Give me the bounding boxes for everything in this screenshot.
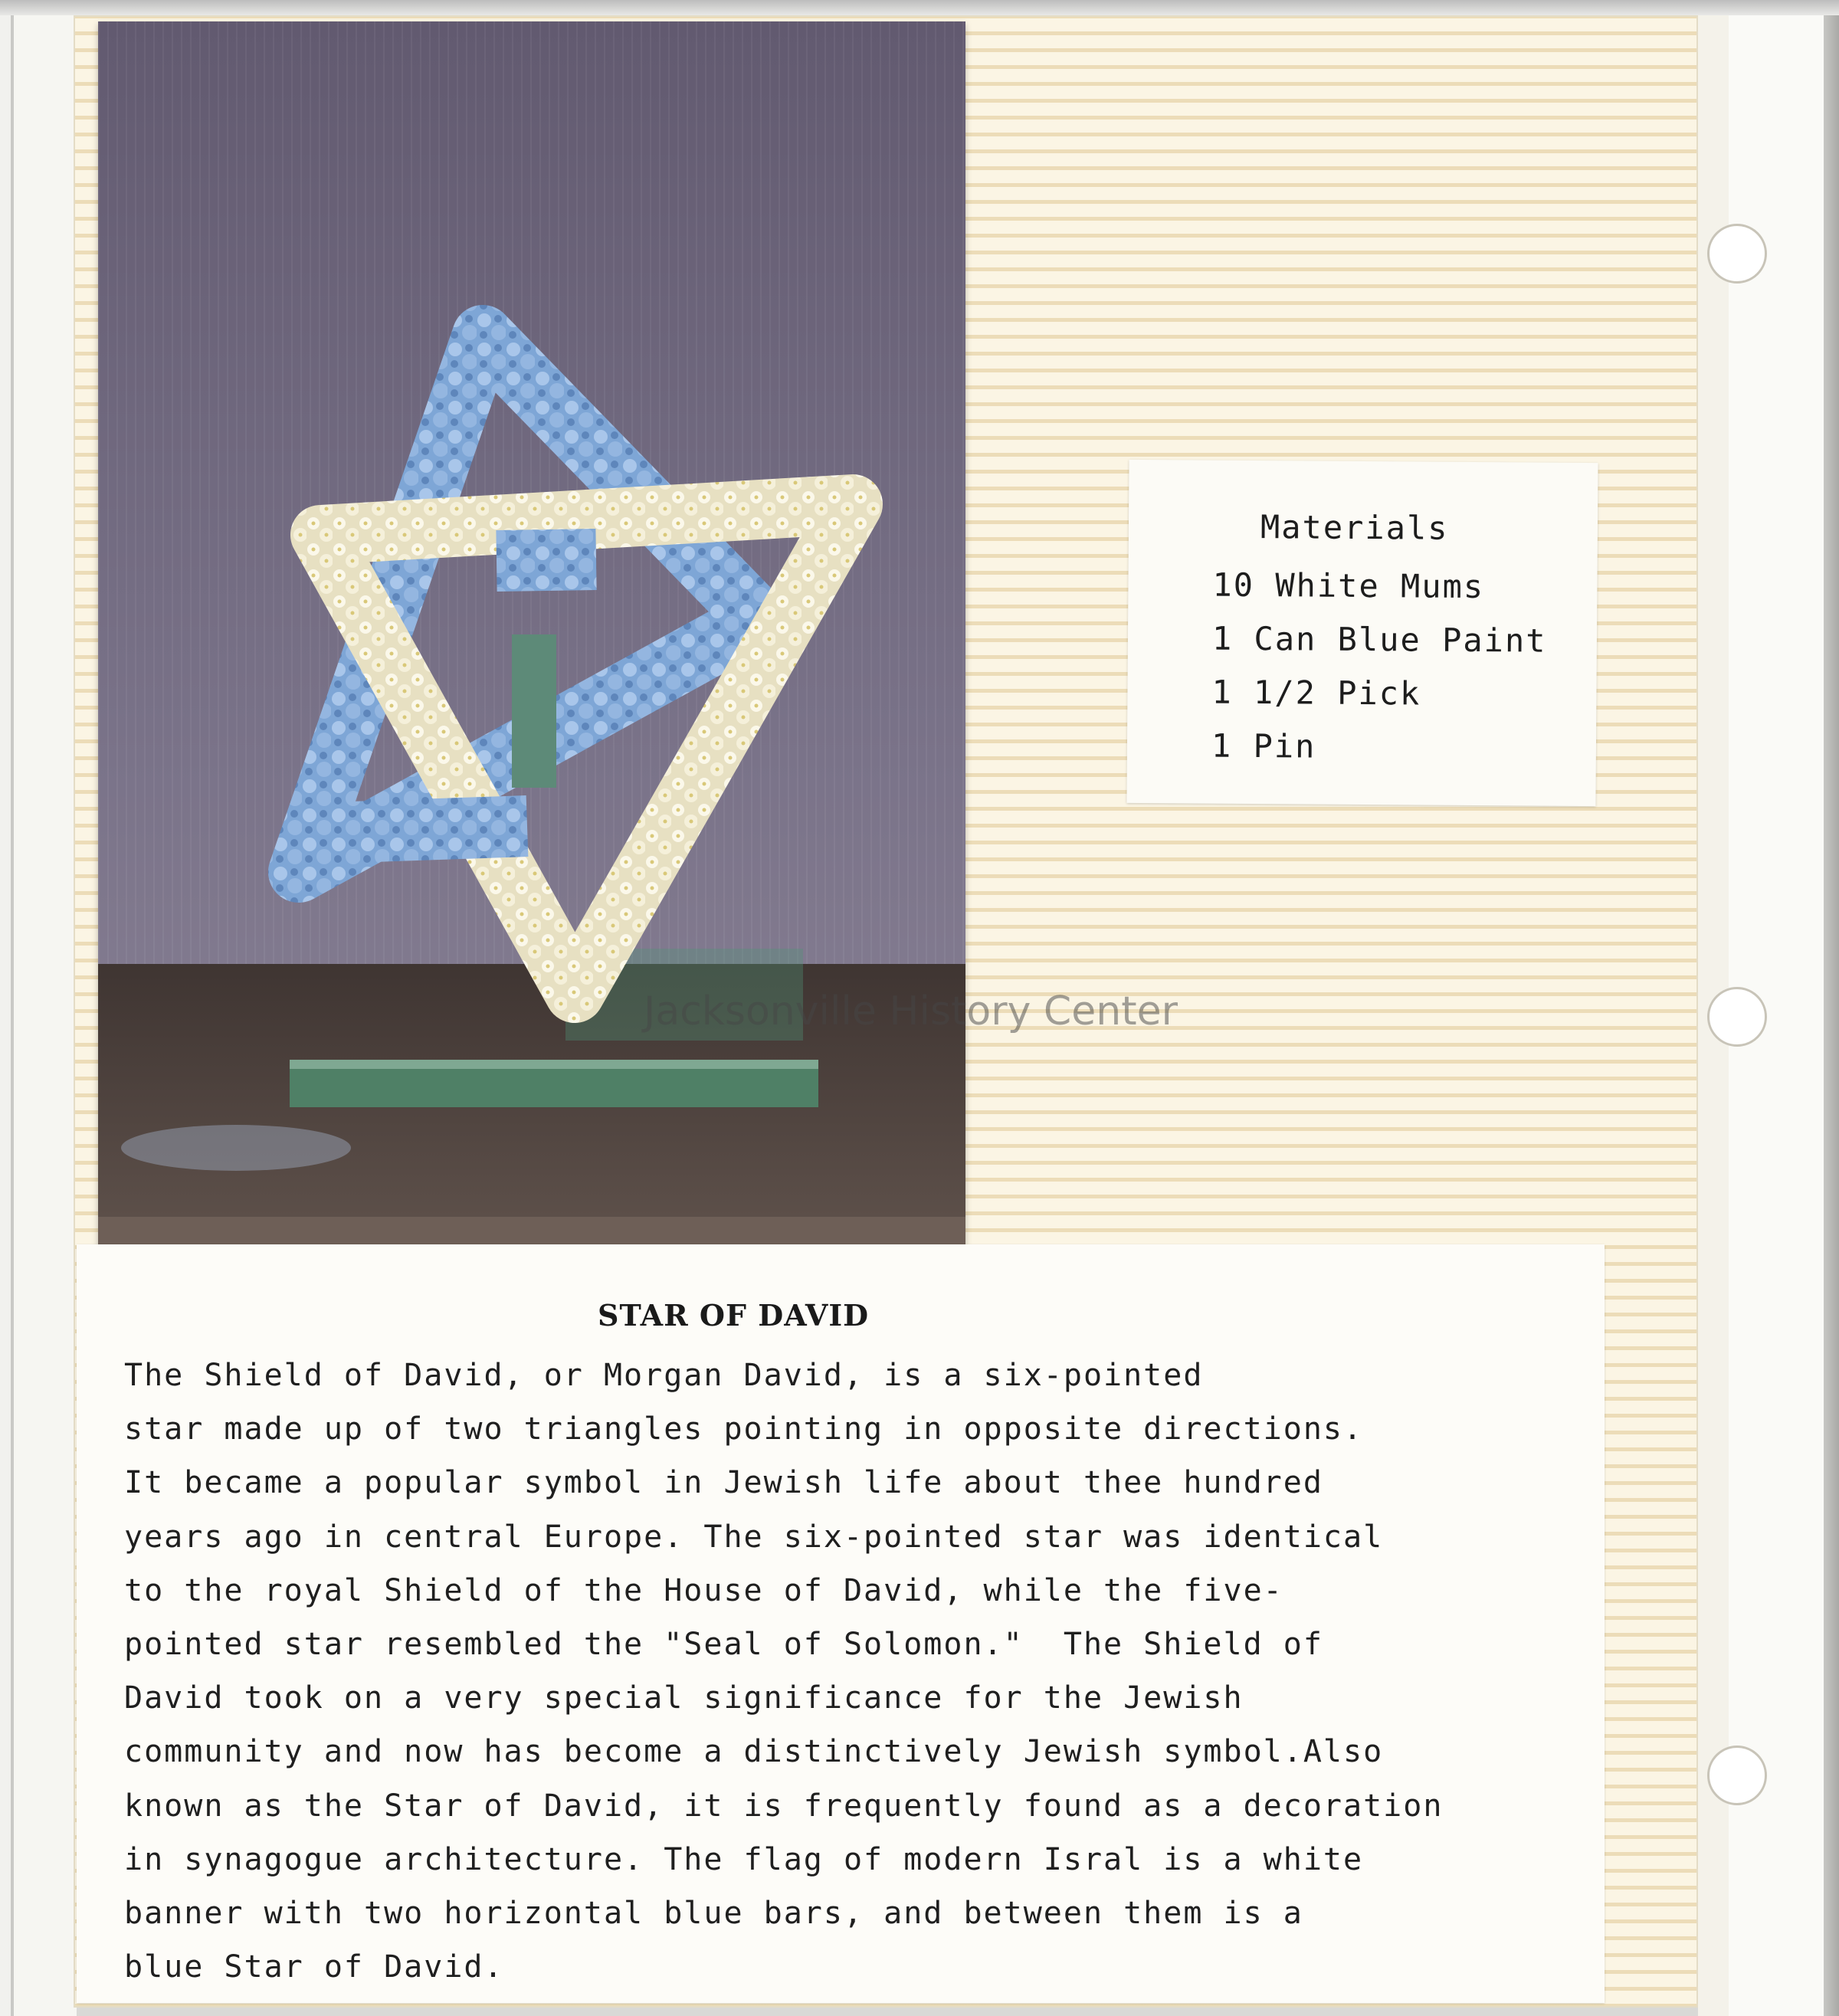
article-line: star made up of two triangles pointing in opposite directions. xyxy=(124,1411,1364,1447)
arrangement-photo xyxy=(98,21,965,1247)
article-line: banner with two horizontal blue bars, and between them is a xyxy=(124,1896,1303,1932)
materials-title: Materials xyxy=(1260,508,1449,547)
article-line: known as the Star of David, it is frequently found as a decoration xyxy=(124,1788,1444,1824)
punch-hole-middle xyxy=(1707,987,1767,1047)
article-line: years ago in central Europe. The six-pointed star was identical xyxy=(124,1519,1384,1555)
article-line: The Shield of David, or Morgan David, is a six-pointed xyxy=(124,1358,1204,1393)
article-line: pointed star resembled the "Seal of Solomon." The Shield of xyxy=(124,1627,1323,1663)
article-title: STAR OF DAVID xyxy=(598,1298,870,1333)
description-card xyxy=(77,1244,1605,2003)
materials-card xyxy=(1126,460,1598,806)
article-line: to the royal Shield of the House of David, while the five- xyxy=(124,1572,1283,1608)
materials-list xyxy=(1211,559,1548,775)
punch-hole-bottom xyxy=(1707,1746,1767,1805)
materials-item: 1 Pin xyxy=(1211,726,1316,765)
binder-left-strip xyxy=(0,15,77,2016)
watermark: Jacksonville History Center xyxy=(644,988,1178,1034)
article-line: It became a popular symbol in Jewish life about thee hundred xyxy=(124,1465,1323,1501)
article-line: community and now has become a distinctively Jewish symbol.Also xyxy=(124,1734,1384,1770)
article-line: in synagogue architecture. The flag of modern Isral is a white xyxy=(124,1841,1364,1877)
article-body xyxy=(124,1349,1443,1994)
materials-item: 10 White Mums xyxy=(1212,565,1485,606)
article-line: David took on a very special significance for the Jewish xyxy=(124,1680,1244,1716)
scan-right-edge xyxy=(1824,15,1839,2016)
article-line: blue Star of David. xyxy=(124,1949,504,1985)
materials-item: 1 Can Blue Paint xyxy=(1211,619,1547,660)
punch-hole-top xyxy=(1707,224,1767,284)
materials-item: 1 1/2 Pick xyxy=(1211,673,1421,713)
scan-edge xyxy=(0,0,1839,15)
